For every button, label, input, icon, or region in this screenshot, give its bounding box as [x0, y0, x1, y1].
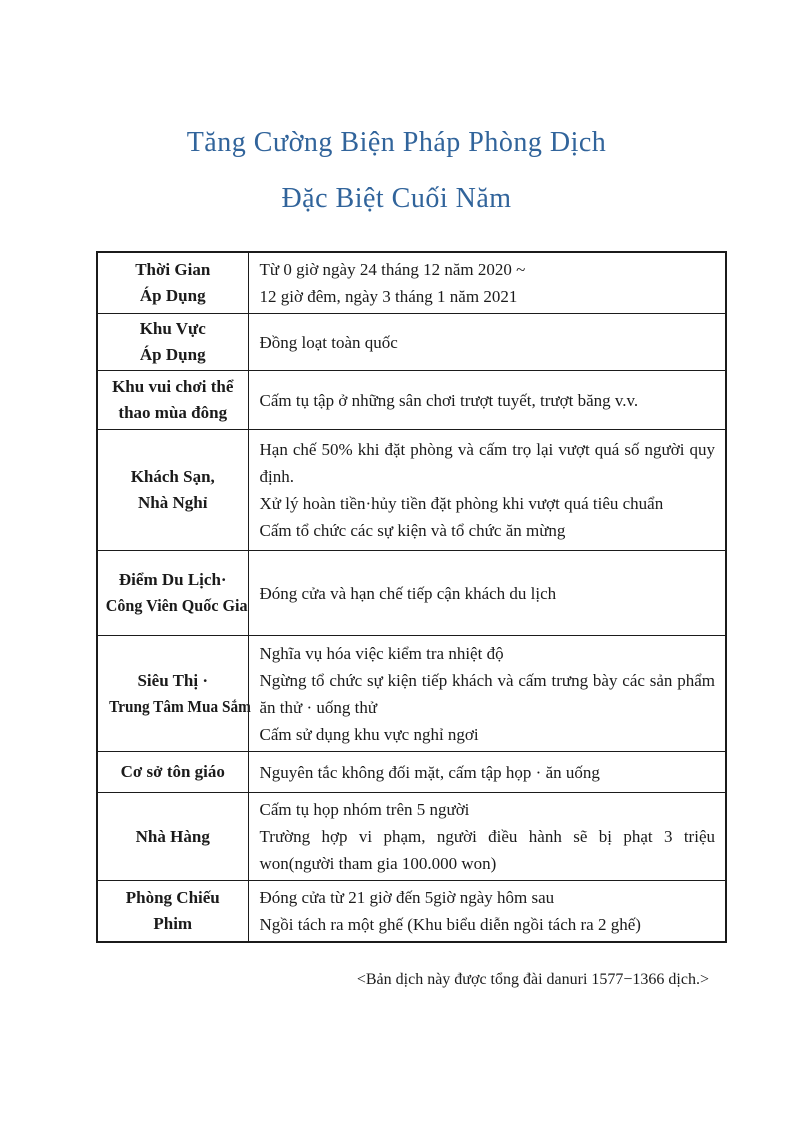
table-row — [97, 793, 726, 881]
content-line: Xử lý hoàn tiền·hủy tiền đặt phòng khi vượt quá tiêu chuẩn — [259, 494, 664, 513]
content-line: Nguyên tắc không đối mặt, cấm tập họp · ăn uống — [259, 762, 600, 782]
row-content — [248, 371, 726, 430]
row-header-line: Cơ sở tôn giáo — [120, 762, 225, 781]
row-header-line: Áp Dụng — [139, 345, 206, 364]
row-content — [248, 551, 726, 636]
content-line: Cấm sử dụng khu vực nghỉ ngơi — [259, 724, 479, 744]
content-line: Đóng cửa và hạn chế tiếp cận khách du lịch — [259, 583, 557, 603]
content-line: Hạn chế 50% khi đặt phòng và cấm trọ lại vượt quá số người quy định. — [259, 440, 715, 486]
table-row — [97, 430, 726, 551]
row-header — [97, 551, 248, 636]
content-line: Đồng loạt toàn quốc — [259, 332, 398, 352]
content-line: Từ 0 giờ ngày 24 tháng 12 năm 2020 ~ — [259, 260, 526, 279]
table-row — [97, 551, 726, 636]
row-header — [97, 793, 248, 881]
table-row — [97, 636, 726, 752]
row-header — [97, 252, 248, 314]
row-content — [248, 636, 726, 752]
row-content — [248, 430, 726, 551]
row-header-line: Điểm Du Lịch· — [118, 570, 227, 589]
footer-note: <Bản dịch này được tổng đài danuri 1577−1366 dịch.> — [356, 971, 709, 988]
page-title-line-1: Tăng Cường Biện Pháp Phòng Dịch — [186, 127, 607, 158]
row-header-line: Khu Vực — [139, 319, 206, 338]
content-line: Cấm tụ họp nhóm trên 5 người — [259, 800, 470, 819]
measures-table — [96, 251, 727, 943]
content-line: Ngừng tổ chức sự kiện tiếp khách và cấm trưng bày các sản phẩm ăn thử · uống thử — [259, 670, 715, 717]
row-header — [97, 752, 248, 793]
page-title-line-2: Đặc Biệt Cuối Năm — [281, 183, 512, 214]
row-content — [248, 314, 726, 371]
table-row — [97, 752, 726, 793]
row-header-line: Trung Tâm Mua Sắm — [109, 696, 251, 716]
row-header — [97, 636, 251, 752]
row-header-line: Công Viên Quốc Gia — [105, 596, 248, 615]
row-header — [97, 314, 248, 371]
row-header-line: Nhà Hàng — [135, 826, 210, 846]
row-header — [97, 371, 248, 430]
row-header — [97, 881, 248, 943]
row-content — [248, 793, 726, 881]
content-line: 12 giờ đêm, ngày 3 tháng 1 năm 2021 — [259, 287, 518, 306]
row-header-line: Khu vui chơi thể — [112, 377, 234, 396]
row-header-line: Nhà Nghỉ — [138, 493, 208, 512]
table-row — [97, 314, 726, 371]
content-line: Nghĩa vụ hóa việc kiểm tra nhiệt độ — [259, 643, 504, 663]
content-line: Trường hợp vi phạm, người điều hành sẽ bị phạt 3 triệu won(người tham gia 100.000 won) — [259, 827, 715, 873]
row-content — [248, 881, 726, 943]
row-header-line: Siêu Thị · — [137, 670, 209, 690]
row-header-line: thao mùa đông — [118, 403, 228, 422]
row-content — [248, 752, 726, 793]
table-row — [97, 881, 726, 943]
content-line: Cấm tụ tập ở những sân chơi trượt tuyết, trượt băng v.v. — [259, 390, 639, 410]
content-line: Cấm tổ chức các sự kiện và tổ chức ăn mừng — [259, 521, 566, 540]
row-content — [248, 252, 726, 314]
row-header-line: Phim — [153, 914, 193, 933]
row-header-line: Thời Gian — [135, 260, 211, 279]
content-line: Ngồi tách ra một ghế (Khu biểu diễn ngồi tách ra 2 ghế) — [259, 915, 641, 934]
row-header-line: Phòng Chiếu — [125, 888, 220, 907]
row-header-line: Áp Dụng — [139, 286, 206, 305]
title-block — [0, 0, 793, 215]
row-header-line: Khách Sạn, — [130, 467, 215, 486]
table-row — [97, 252, 726, 314]
row-header — [97, 430, 248, 551]
content-line: Đóng cửa từ 21 giờ đến 5giờ ngày hôm sau — [259, 888, 555, 907]
table-row — [97, 371, 726, 430]
